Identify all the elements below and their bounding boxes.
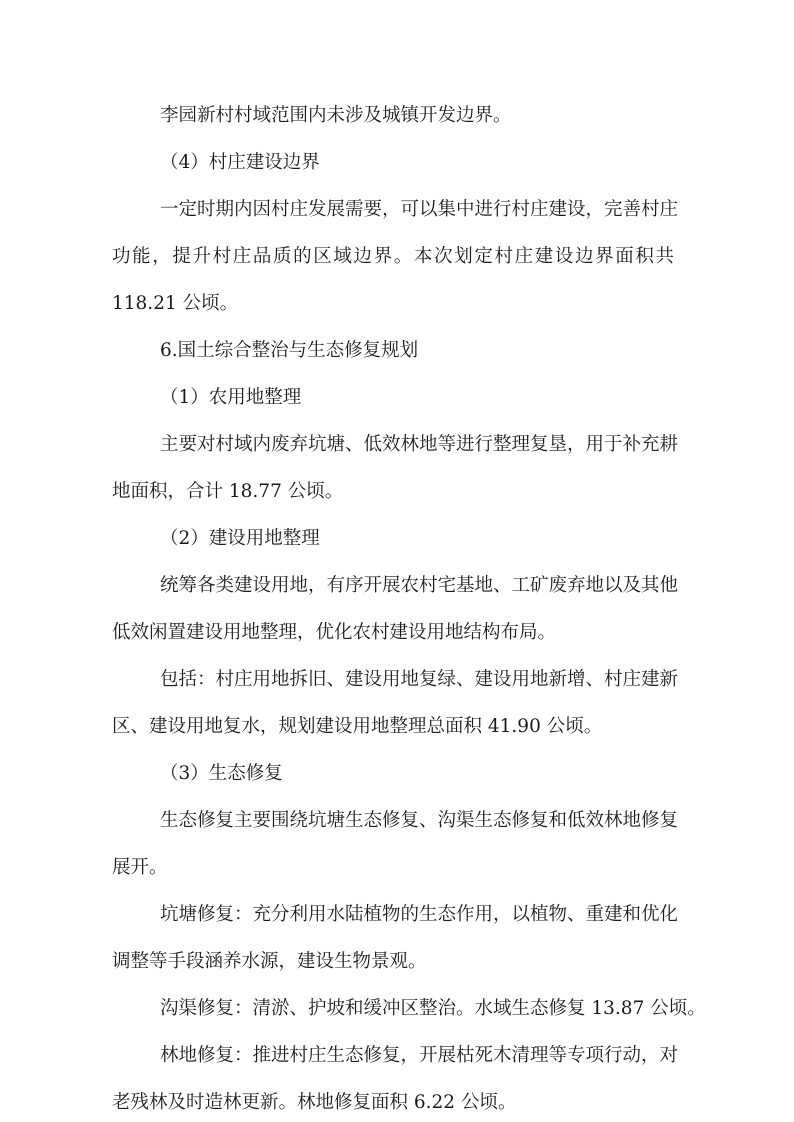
paragraph-line: 李园新村村域范围内未涉及城镇开发边界。 [160,105,512,126]
paragraph-line: 统筹各类建设用地，有序开展农村宅基地、工矿废弃地以及其他 [160,575,679,596]
paragraph-line: 主要对村域内废弃坑塘、低效林地等进行整理复垦，用于补充耕 [160,434,679,455]
paragraph-line: 功能，提升村庄品质的区域边界。本次划定村庄建设边界面积共 [112,246,674,267]
paragraph-line: 展开。 [112,857,168,878]
section-heading: （3）生态修复 [160,763,283,784]
section-heading: （4）村庄建设边界 [160,152,320,173]
paragraph-line: 林地修复：推进村庄生态修复，开展枯死木清理等专项行动，对 [160,1045,679,1066]
paragraph-line: 调整等手段涵养水源，建设生物景观。 [112,951,427,972]
paragraph-line: 包括：村庄用地拆旧、建设用地复绿、建设用地新增、村庄建新 [160,669,679,690]
paragraph-line: 老残林及时造林更新。林地修复面积 6.22 公顷。 [112,1092,517,1113]
paragraph-line: 沟渠修复：清淤、护坡和缓冲区整治。水域生态修复 13.87 公顷。 [160,998,706,1019]
paragraph-line: 一定时期内因村庄发展需要，可以集中进行村庄建设，完善村庄 [160,199,679,220]
paragraph-line: 低效闲置建设用地整理，优化农村建设用地结构布局。 [112,622,557,643]
paragraph-line: 区、建设用地复水，规划建设用地整理总面积 41.90 公顷。 [112,716,603,737]
paragraph-line: 地面积，合计 18.77 公顷。 [112,481,344,502]
chapter-heading: 6.国土综合整治与生态修复规划 [160,340,419,361]
paragraph-line: 生态修复主要围绕坑塘生态修复、沟渠生态修复和低效林地修复 [160,810,679,831]
paragraph-line: 118.21 公顷。 [112,293,239,314]
section-heading: （1）农用地整理 [160,387,302,408]
section-heading: （2）建设用地整理 [160,528,320,549]
paragraph-line: 坑塘修复：充分利用水陆植物的生态作用，以植物、重建和优化 [160,904,679,925]
